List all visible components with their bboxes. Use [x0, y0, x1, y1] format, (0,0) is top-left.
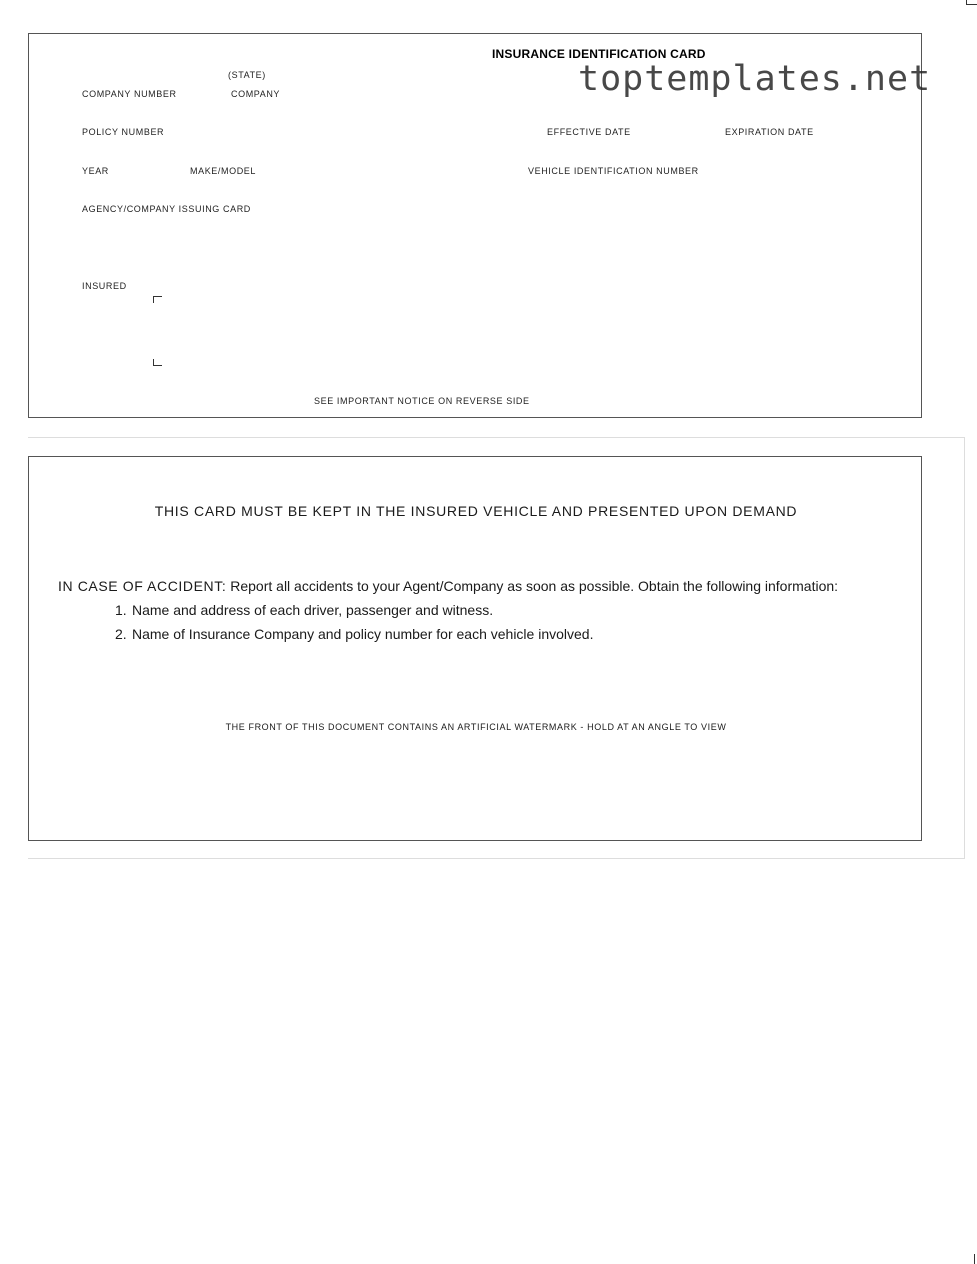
company-number-label: COMPANY NUMBER [82, 89, 177, 99]
list-item [115, 626, 593, 642]
make-model-label: MAKE/MODEL [190, 166, 257, 176]
card-title: INSURANCE IDENTIFICATION CARD [492, 47, 706, 61]
keep-in-vehicle-heading: THIS CARD MUST BE KEPT IN THE INSURED VEHICLE AND PRESENTED UPON DEMAND [154, 503, 798, 519]
cut-line-2 [28, 858, 964, 859]
list-item-text: Name and address of each driver, passenger and witness. [132, 602, 494, 618]
accident-text: Report all accidents to your Agent/Company as soon as possible. Obtain the following information: [226, 578, 839, 594]
crop-mark-top [966, 0, 977, 5]
cut-line-1 [28, 437, 964, 438]
company-label: COMPANY [231, 89, 281, 99]
cut-line-vertical [964, 437, 965, 859]
address-window-top-corner [153, 296, 162, 303]
policy-number-label: POLICY NUMBER [82, 127, 165, 137]
card-back [28, 456, 922, 841]
accident-lead: IN CASE OF ACCIDENT: [58, 578, 227, 594]
reverse-side-notice: SEE IMPORTANT NOTICE ON REVERSE SIDE [314, 396, 530, 406]
expiration-date-label: EXPIRATION DATE [725, 127, 814, 137]
year-label: YEAR [82, 166, 109, 176]
state-label: (STATE) [228, 70, 266, 80]
list-item-text: Name of Insurance Company and policy number for each vehicle involved. [132, 626, 594, 642]
address-window-bottom-corner [153, 359, 162, 366]
accident-instructions [58, 578, 838, 594]
list-item-number: 1. [115, 602, 127, 618]
insured-label: INSURED [82, 281, 127, 291]
card-front [28, 33, 932, 418]
watermark-text: toptemplates.net [578, 59, 932, 99]
list-item-number: 2. [115, 626, 127, 642]
list-item [115, 602, 493, 618]
effective-date-label: EFFECTIVE DATE [547, 127, 631, 137]
vin-label: VEHICLE IDENTIFICATION NUMBER [528, 166, 699, 176]
agency-label: AGENCY/COMPANY ISSUING CARD [82, 204, 251, 214]
watermark-notice: THE FRONT OF THIS DOCUMENT CONTAINS AN ARTIFICIAL WATERMARK - HOLD AT AN ANGLE TO VIEW [225, 722, 727, 732]
